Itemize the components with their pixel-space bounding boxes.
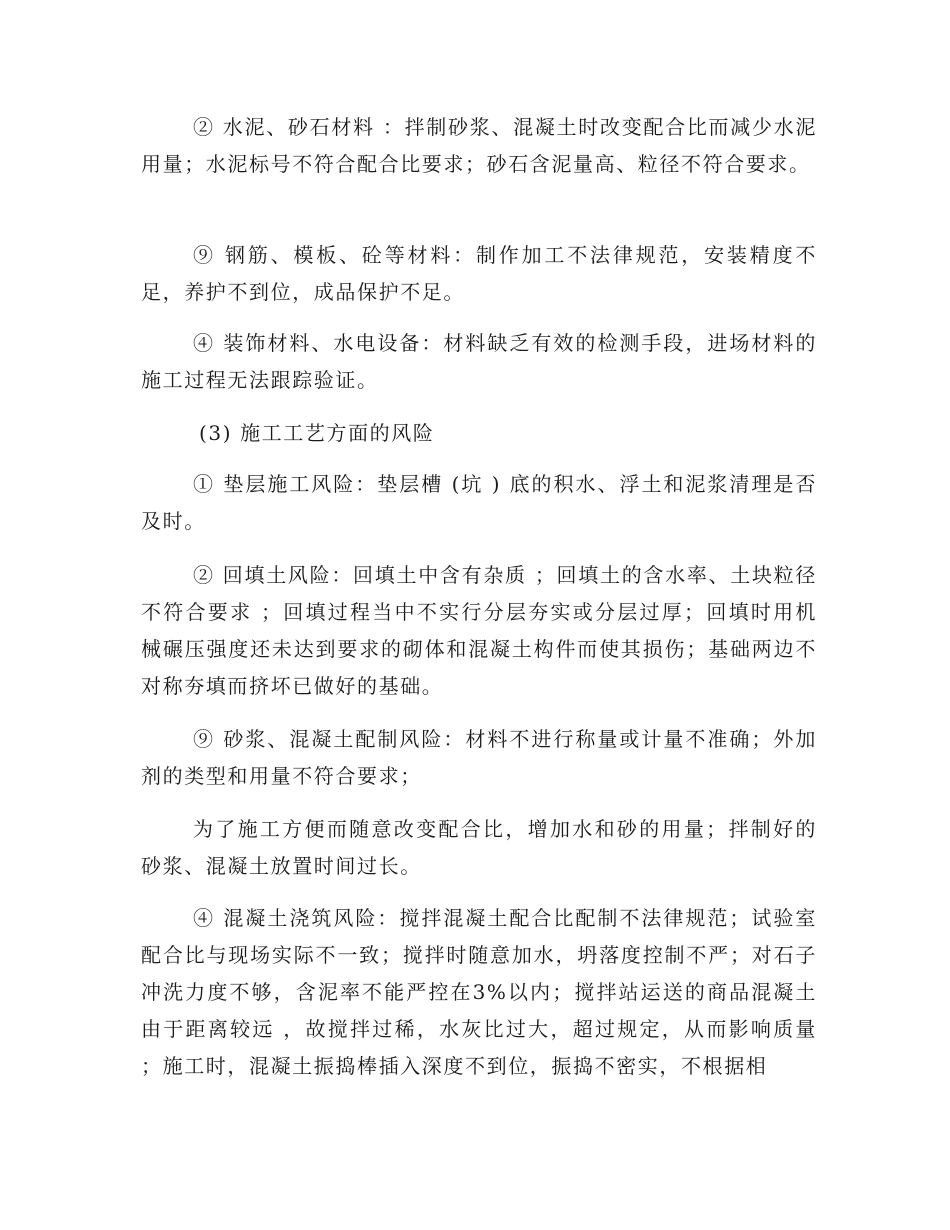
paragraph-cement-sand-materials: ② 水泥、砂石材料 ：拌制砂浆、混凝土时改变配合比而减少水泥用量；水泥标号不符合配合比要求；砂石含泥量高、粒径不符合要求。 (141, 115, 817, 176)
paragraph-mortar-concrete-mixing-risk: ⑨ 砂浆、混凝土配制风险：材料不进行称量或计量不准确；外加剂的类型和用量不符合要求； (141, 727, 817, 788)
paragraph-decoration-materials: ④ 装饰材料、水电设备：材料缺乏有效的检测手段，进场材料的施工过程无法跟踪验证。 (141, 331, 817, 392)
paragraph-mix-ratio-change: 为了施工方便而随意改变配合比，增加水和砂的用量；拌制好的砂浆、混凝土放置时间过长。 (141, 817, 817, 878)
paragraph-backfill-risk: ② 回填土风险：回填土中含有杂质 ；回填土的含水率、土块粒径不符合要求 ；回填过程当中不实行分层夯实或分层过厚；回填时用机械碾压强度还未达到要求的砌体和混凝土构件而使其损伤；基础两边不对称夯填而挤坏已做好的基础。 (141, 563, 817, 698)
paragraph-concrete-pouring-risk: ④ 混凝土浇筑风险：搅拌混凝土配合比配制不法律规范；试验室配合比与现场实际不一致；搅拌时随意加水，坍落度控制不严；对石子冲洗力度不够，含泥率不能严控在3%以内；搅拌站运送的商品混凝土由于距离较远 ，故搅拌过稀，水灰比过大，超过规定，从而影响质量 ；施工时，混凝土振捣棒插入深度不到位，振捣不密实，不根据相 (141, 906, 817, 1078)
paragraph-cushion-construction-risk: ① 垫层施工风险：垫层槽 (坑 ) 底的积水、浮土和泥浆清理是否及时。 (141, 472, 817, 533)
section-heading-construction-process-risk: (3) 施工工艺方面的风险 (199, 421, 435, 445)
paragraph-rebar-formwork-materials: ⑨ 钢筋、模板、砼等材料：制作加工不法律规范，安装精度不足，养护不到位，成品保护不足。 (141, 243, 817, 304)
